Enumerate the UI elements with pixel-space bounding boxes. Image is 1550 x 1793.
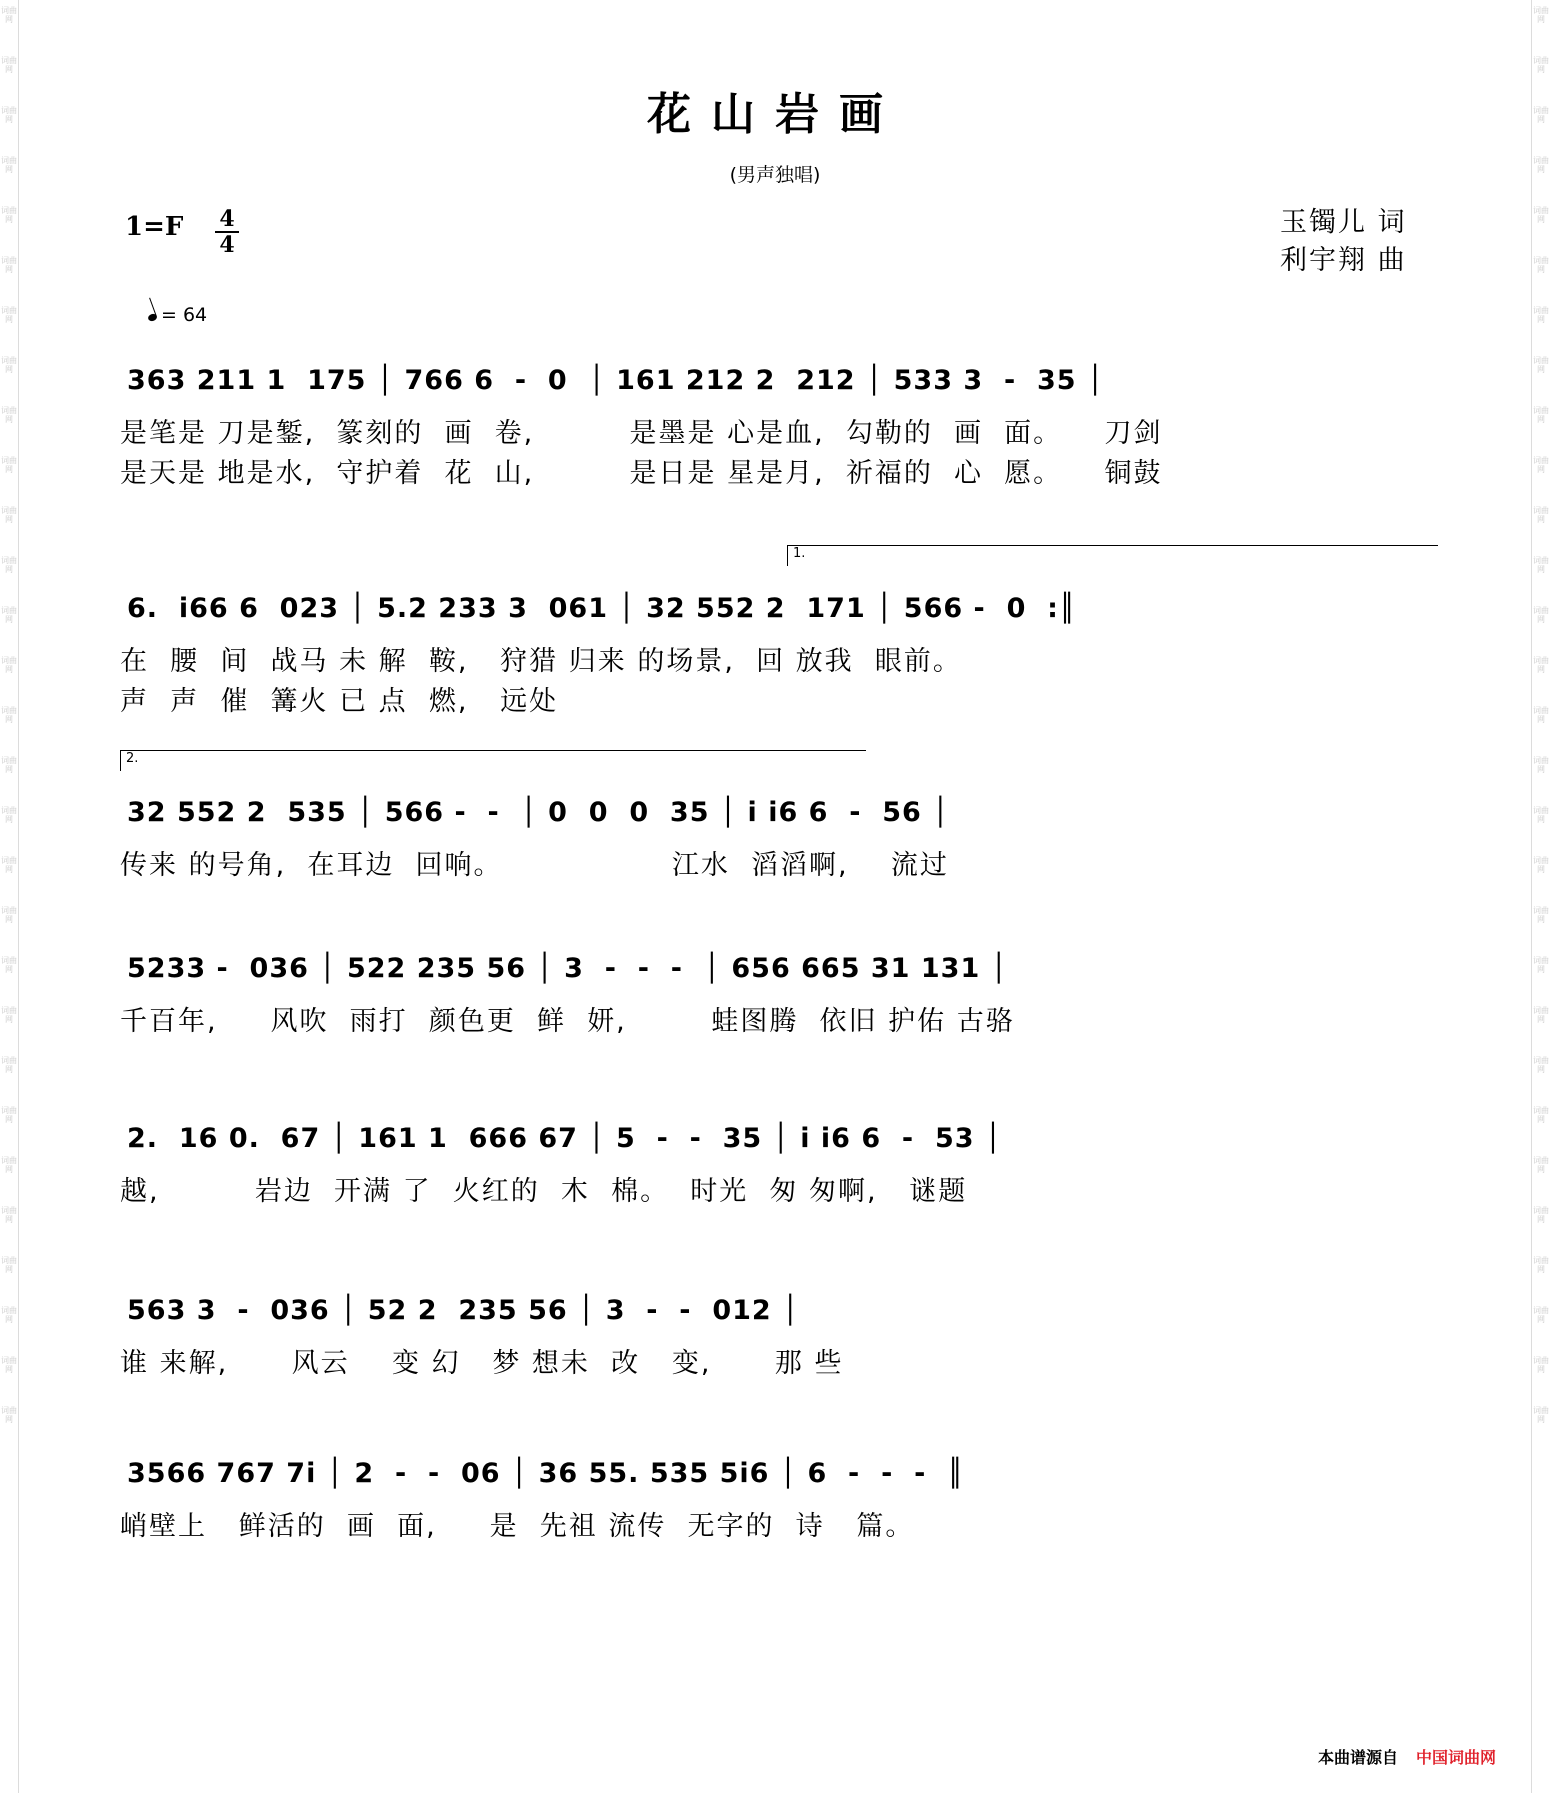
watermark-text: 词曲网: [1533, 656, 1549, 674]
song-title: 花山岩画: [647, 89, 903, 140]
watermark-text: 词曲网: [1533, 356, 1549, 374]
watermark-text: 词曲网: [1533, 1006, 1549, 1024]
watermark-text: 词曲网: [1, 1256, 17, 1274]
watermark-text: 词曲网: [1, 606, 17, 624]
watermark-text: 词曲网: [1533, 406, 1549, 424]
watermark-text: 词曲网: [1, 6, 17, 24]
watermark-text: 词曲网: [1533, 756, 1549, 774]
watermark-text: 词曲网: [1533, 456, 1549, 474]
lyric-line: 千百年, 风吹 雨打 颜色更 鲜 妍, 蛙图腾 依旧 护佑 古骆: [120, 1006, 1015, 1037]
watermark-text: 词曲网: [1, 156, 17, 174]
watermark-text: 词曲网: [1533, 56, 1549, 74]
time-signature: [215, 207, 239, 257]
source-site-link[interactable]: 中国词曲网: [1416, 1748, 1497, 1767]
watermark-text: 词曲网: [1533, 1156, 1549, 1174]
watermark-text: 词曲网: [1, 456, 17, 474]
volta-bracket-2: [120, 750, 866, 771]
watermark-text: 词曲网: [1, 856, 17, 874]
watermark-text: 词曲网: [1533, 1206, 1549, 1224]
watermark-text: 词曲网: [1, 706, 17, 724]
lyric-line: 越, 岩边 开满 了 火红的 木 棉。 时光 匆 匆啊, 谜题: [120, 1176, 968, 1207]
notation-line: 363 211 1 175 │ 766 6 - 0 │ 161 212 2 212 │ 533 3 - 35 │: [127, 365, 1105, 396]
watermark-text: 词曲网: [1, 206, 17, 224]
watermark-text: 词曲网: [1, 56, 17, 74]
watermark-text: 词曲网: [1, 1156, 17, 1174]
watermark-text: 词曲网: [1533, 1056, 1549, 1074]
watermark-text: 词曲网: [1533, 156, 1549, 174]
lyricist-credit: 玉镯儿 词: [1280, 207, 1407, 238]
watermark-text: 词曲网: [1533, 1106, 1549, 1124]
notation-line: 32 552 2 535 │ 566 - - │ 0 0 0 35 │ i i6 6 - 56 │: [127, 797, 950, 828]
watermark-text: 词曲网: [1, 406, 17, 424]
watermark-text: 词曲网: [1533, 306, 1549, 324]
lyric-line: 峭壁上 鲜活的 画 面, 是 先祖 流传 无字的 诗 篇。: [120, 1511, 915, 1542]
watermark-text: 词曲网: [1, 556, 17, 574]
lyric-line: 是天是 地是水, 守护着 花 山, 是日是 星是月, 祈福的 心 愿。 铜鼓: [120, 458, 1163, 489]
watermark-text: 词曲网: [1, 1006, 17, 1024]
watermark-text: 词曲网: [1533, 956, 1549, 974]
watermark-text: 词曲网: [1, 1356, 17, 1374]
notation-line: 5233 - 036 │ 522 235 56 │ 3 - - - │ 656 665 31 131 │: [127, 953, 1008, 984]
time-signature-top: 4: [215, 207, 239, 233]
watermark-text: 词曲网: [1, 356, 17, 374]
watermark-text: 词曲网: [1, 1206, 17, 1224]
song-subtitle: (男声独唱): [729, 164, 821, 186]
watermark-text: 词曲网: [1, 306, 17, 324]
key-signature: 1=F: [125, 212, 184, 242]
watermark-text: 词曲网: [1, 656, 17, 674]
watermark-text: 词曲网: [1533, 1406, 1549, 1424]
watermark-text: 词曲网: [1, 756, 17, 774]
source-footer: [1318, 1745, 1496, 1768]
lyric-line: 在 腰 间 战马 未 解 鞍, 狩猎 归来 的场景, 回 放我 眼前。: [120, 646, 962, 677]
watermark-text: 词曲网: [1533, 106, 1549, 124]
time-signature-bottom: 4: [219, 232, 235, 258]
notation-line: 3566 767 7i │ 2 - - 06 │ 36 55. 535 5i6 │ 6 - - - ║: [127, 1458, 965, 1489]
watermark-text: 词曲网: [1533, 256, 1549, 274]
watermark-text: 词曲网: [1533, 556, 1549, 574]
lyric-line: 谁 来解, 风云 变 幻 梦 想未 改 变, 那 些: [120, 1348, 844, 1379]
watermark-text: 词曲网: [1, 1056, 17, 1074]
watermark-text: 词曲网: [1, 1406, 17, 1424]
watermark-text: 词曲网: [1, 906, 17, 924]
notation-line: 6. i66 6 023 │ 5.2 233 3 061 │ 32 552 2 171 │ 566 - 0 :║: [127, 593, 1077, 624]
watermark-text: 词曲网: [1, 1106, 17, 1124]
watermark-text: 词曲网: [1533, 1306, 1549, 1324]
notation-line: 563 3 - 036 │ 52 2 235 56 │ 3 - - 012 │: [127, 1295, 800, 1326]
lyric-line: 是笔是 刀是錾, 篆刻的 画 卷, 是墨是 心是血, 勾勒的 画 面。 刀剑: [120, 418, 1163, 449]
watermark-text: 词曲网: [1, 806, 17, 824]
volta-bracket-1: [787, 545, 1438, 566]
tempo-value: = 64: [161, 304, 208, 326]
watermark-text: 词曲网: [1, 106, 17, 124]
watermark-text: 词曲网: [1533, 1256, 1549, 1274]
watermark-text: 词曲网: [1533, 856, 1549, 874]
watermark-text: 词曲网: [1, 956, 17, 974]
quarter-note-icon: [147, 313, 158, 323]
notation-line: 2. 16 0. 67 │ 161 1 666 67 │ 5 - - 35 │ i i6 6 - 53 │: [127, 1123, 1003, 1154]
watermark-text: 词曲网: [1533, 6, 1549, 24]
watermark-text: 词曲网: [1533, 906, 1549, 924]
watermark-text: 词曲网: [1, 1306, 17, 1324]
source-label: 本曲谱源自: [1318, 1748, 1399, 1767]
composer-credit: 利宇翔 曲: [1280, 245, 1407, 276]
watermark-text: 词曲网: [1533, 206, 1549, 224]
watermark-text: 词曲网: [1533, 806, 1549, 824]
watermark-strip-right: [1531, 0, 1550, 1793]
watermark-text: 词曲网: [1533, 1356, 1549, 1374]
lyric-line: 传来 的号角, 在耳边 回响。 江水 滔滔啊, 流过: [120, 850, 949, 881]
volta-label: 2.: [126, 751, 139, 766]
watermark-strip-left: [0, 0, 19, 1793]
watermark-text: 词曲网: [1, 506, 17, 524]
volta-label: 1.: [793, 546, 806, 561]
lyric-line: 声 声 催 篝火 已 点 燃, 远处: [120, 686, 559, 717]
watermark-text: 词曲网: [1533, 606, 1549, 624]
watermark-text: 词曲网: [1, 256, 17, 274]
watermark-text: 词曲网: [1533, 706, 1549, 724]
watermark-text: 词曲网: [1533, 506, 1549, 524]
tempo-marking: [148, 304, 207, 326]
